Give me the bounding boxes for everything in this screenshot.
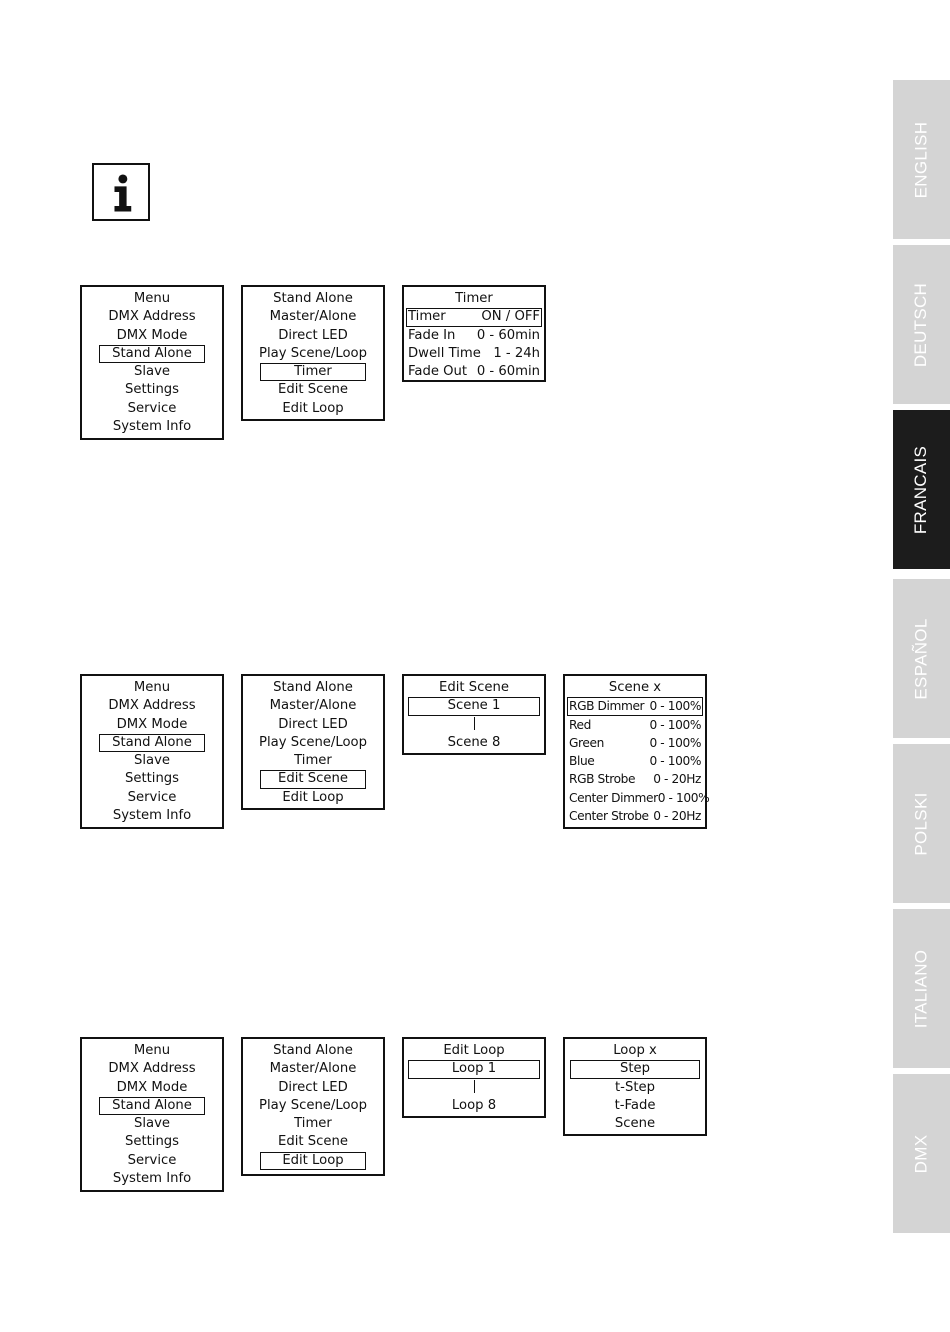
loop-x-display	[563, 1037, 707, 1136]
timer-label: Fade In	[408, 327, 456, 343]
scene-param-row	[565, 807, 705, 825]
standalone-item: Direct LED	[278, 327, 348, 343]
edit-loop-display	[402, 1037, 546, 1118]
menu-item: DMX Mode	[116, 1079, 188, 1095]
standalone-item: Stand Alone	[273, 291, 353, 306]
tab-deutsch[interactable]: DEUTSCH	[893, 245, 950, 404]
edit-scene-title: Edit Scene	[439, 680, 509, 695]
standalone-item: Edit Loop	[282, 400, 344, 416]
scene-param-value: 0 - 20Hz	[653, 772, 701, 787]
menu-item: Settings	[124, 382, 180, 398]
scene-param-value: 0 - 100%	[657, 790, 710, 805]
menu-item: Slave	[133, 753, 171, 769]
scene-param-label: RGB Strobe	[569, 772, 636, 787]
scene-param-row	[565, 734, 705, 752]
loop-item: t-Fade	[614, 1097, 656, 1113]
menu-item: Service	[127, 1152, 177, 1168]
timer-label: Dwell Time	[408, 345, 481, 361]
scene-param-value: 0 - 100%	[649, 754, 701, 769]
scene-param-value: 0 - 100%	[649, 699, 701, 714]
scene-param-label: Red	[569, 717, 591, 732]
tab-polski[interactable]: POLSKI	[893, 744, 950, 903]
edit-loop-title: Edit Loop	[443, 1043, 505, 1058]
tab-francais[interactable]: FRANCAIS	[893, 410, 950, 569]
standalone-item-selected[interactable]: Edit Loop	[260, 1152, 366, 1170]
info-icon	[92, 163, 150, 221]
standalone-menu-display	[241, 674, 385, 810]
scene-param-row	[565, 770, 705, 788]
standalone-item: Play Scene/Loop	[259, 734, 367, 750]
standalone-item: Master/Alone	[269, 309, 357, 325]
menu-item: DMX Mode	[116, 327, 188, 343]
scene-range-divider	[404, 716, 544, 734]
standalone-item: Play Scene/Loop	[259, 345, 367, 361]
menu-item-selected[interactable]: Stand Alone	[99, 734, 205, 752]
standalone-item: Play Scene/Loop	[259, 1097, 367, 1113]
menu-item: Service	[127, 789, 177, 805]
scene-param-label: Center Dimmer	[569, 790, 658, 805]
timer-value: ON / OFF	[481, 309, 540, 325]
loop-item: Scene	[614, 1116, 656, 1132]
loop-last: Loop 8	[451, 1097, 497, 1113]
menu-item: Menu	[133, 680, 171, 695]
standalone-item: Stand Alone	[273, 1043, 353, 1058]
menu-item-selected[interactable]: Stand Alone	[99, 345, 205, 363]
menu-item: DMX Address	[108, 1061, 196, 1077]
menu-item: Menu	[133, 1043, 171, 1058]
standalone-item: Direct LED	[278, 716, 348, 732]
standalone-item: Timer	[294, 1116, 332, 1132]
standalone-item: Timer	[294, 753, 332, 769]
scene-param-row	[565, 789, 710, 807]
scene-param-row-selected[interactable]	[567, 697, 703, 715]
loop-item-selected[interactable]: Step	[570, 1060, 700, 1078]
standalone-item: Master/Alone	[269, 1061, 357, 1077]
scene-param-label: Center Strobe	[569, 809, 649, 824]
menu-item: Service	[127, 400, 177, 416]
menu-item: DMX Address	[108, 698, 196, 714]
standalone-item-selected[interactable]: Edit Scene	[260, 770, 366, 788]
menu-item: DMX Address	[108, 309, 196, 325]
timer-value: 0 - 60min	[476, 327, 540, 343]
standalone-item: Master/Alone	[269, 698, 357, 714]
timer-row	[404, 363, 544, 381]
standalone-item: Edit Scene	[278, 382, 348, 398]
timer-value: 1 - 24h	[493, 345, 540, 361]
standalone-item-selected[interactable]: Timer	[260, 363, 366, 381]
main-menu-display	[80, 1037, 224, 1192]
scene-param-row	[565, 752, 705, 770]
tab-espanol[interactable]: ESPAÑOL	[893, 579, 950, 738]
standalone-menu-display	[241, 1037, 385, 1176]
timer-title: Timer	[455, 291, 493, 306]
loop-item: t-Step	[615, 1079, 655, 1095]
menu-item: System Info	[112, 1171, 192, 1187]
standalone-item: Direct LED	[278, 1079, 348, 1095]
loop-x-title: Loop x	[613, 1043, 657, 1058]
scene-x-title: Scene x	[608, 680, 662, 695]
loop-range-divider	[404, 1079, 544, 1097]
scene-param-value: 0 - 100%	[649, 717, 701, 732]
menu-item: Settings	[124, 1134, 180, 1150]
timer-label: Timer	[408, 309, 446, 325]
tab-italiano[interactable]: ITALIANO	[893, 909, 950, 1068]
scene-param-label: Blue	[569, 754, 595, 769]
tab-dmx[interactable]: DMX	[893, 1074, 950, 1233]
menu-item: Menu	[133, 291, 171, 306]
scene-param-label: Green	[569, 735, 604, 750]
timer-row	[404, 345, 544, 363]
standalone-menu-display	[241, 285, 385, 421]
menu-item: Slave	[133, 1116, 171, 1132]
scene-x-display	[563, 674, 710, 829]
menu-item-selected[interactable]: Stand Alone	[99, 1097, 205, 1115]
timer-row	[404, 327, 544, 345]
scene-param-label: RGB Dimmer	[569, 699, 645, 714]
scene-param-row	[565, 716, 705, 734]
timer-label: Fade Out	[408, 364, 468, 380]
timer-display	[402, 285, 546, 382]
scene-param-value: 0 - 100%	[649, 735, 701, 750]
timer-row-selected[interactable]	[406, 308, 542, 326]
standalone-item: Stand Alone	[273, 680, 353, 695]
menu-item: System Info	[112, 808, 192, 824]
edit-scene-display	[402, 674, 546, 755]
main-menu-display	[80, 285, 224, 440]
menu-item: Settings	[124, 771, 180, 787]
tab-english[interactable]: ENGLISH	[893, 80, 950, 239]
main-menu-display	[80, 674, 224, 829]
scene-last: Scene 8	[447, 734, 501, 750]
menu-item: System Info	[112, 419, 192, 435]
scene-param-value: 0 - 20Hz	[653, 809, 701, 824]
loop-first-selected[interactable]: Loop 1	[408, 1060, 540, 1078]
scene-first-selected[interactable]: Scene 1	[408, 697, 540, 715]
menu-item: DMX Mode	[116, 716, 188, 732]
menu-item: Slave	[133, 364, 171, 380]
standalone-item: Edit Loop	[282, 789, 344, 805]
timer-value: 0 - 60min	[476, 364, 540, 380]
standalone-item: Edit Scene	[278, 1134, 348, 1150]
